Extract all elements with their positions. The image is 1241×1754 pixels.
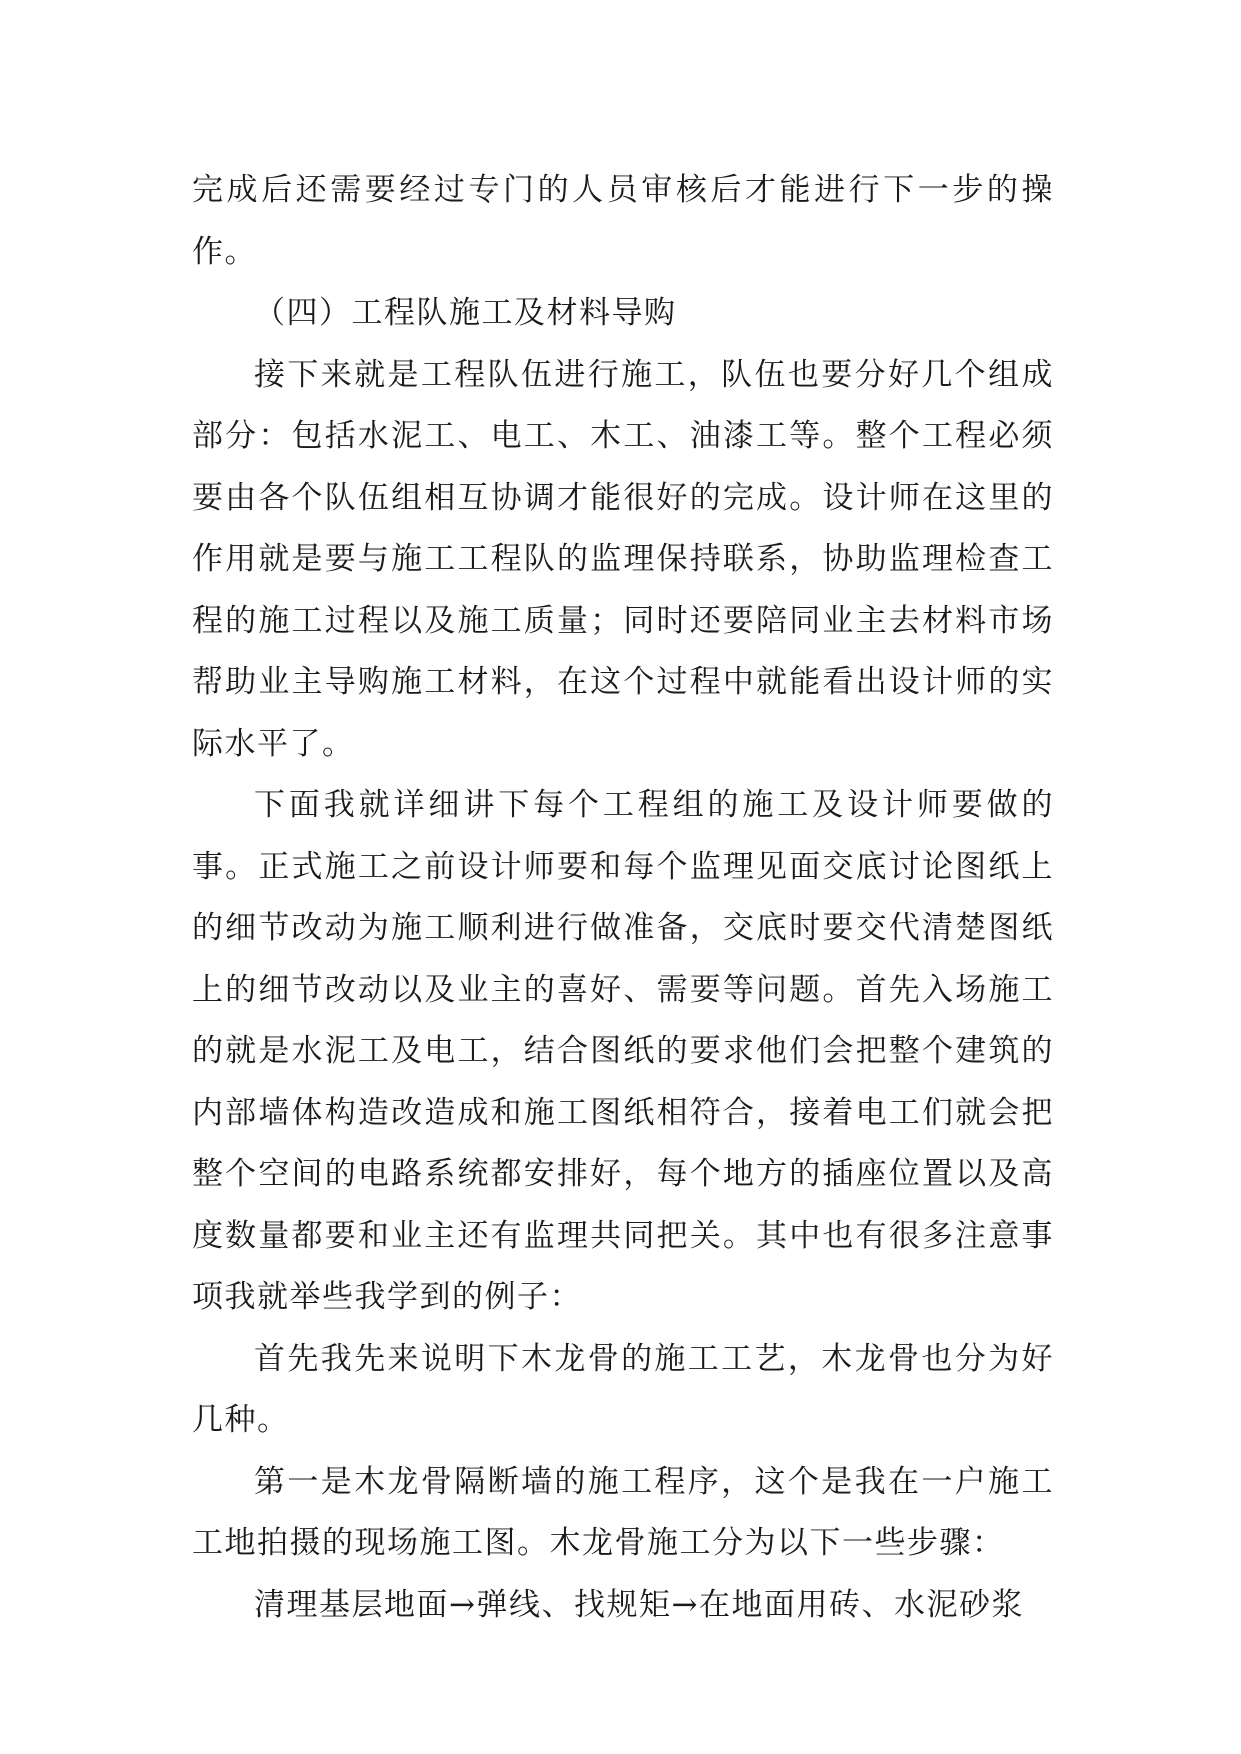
paragraph-continuation: 完成后还需要经过专门的人员审核后才能进行下一步的操作。 [192, 172, 1054, 270]
paragraph: 第一是木龙骨隔断墙的施工程序，这个是我在一户施工工地拍摄的现场施工图。木龙骨施工分为以下一些步骤： [192, 1463, 1054, 1561]
paragraph: 接下来就是工程队伍进行施工，队伍也要分好几个组成部分：包括水泥工、电工、木工、油漆工等。整个工程必须要由各个队伍组相互协调才能很好的完成。设计师在这里的作用就是要与施工工程队的监理保持联系，协助监理检查工程的施工过程以及施工质量；同时还要陪同业主去材料市场帮助业主导购施工材料，在这个过程中就能看出设计师的实际水平了。 [192, 356, 1054, 762]
paragraph: 清理基层地面→弹线、找规矩→在地面用砖、水泥砂浆 [254, 1586, 1024, 1623]
paragraph: 下面我就详细讲下每个工程组的施工及设计师要做的事。正式施工之前设计师要和每个监理见面交底讨论图纸上的细节改动为施工顺利进行做准备，交底时要交代清楚图纸上的细节改动以及业主的喜好、需要等问题。首先入场施工的就是水泥工及电工，结合图纸的要求他们会把整个建筑的内部墙体构造改造成和施工图纸相符合，接着电工们就会把整个空间的电路系统都安排好，每个地方的插座位置以及高度数量都要和业主还有监理共同把关。其中也有很多注意事项我就举些我学到的例子： [192, 787, 1054, 1315]
paragraph: 首先我先来说明下木龙骨的施工工艺，木龙骨也分为好几种。 [192, 1340, 1054, 1438]
body-text [192, 160, 1054, 1636]
section-heading: （四）工程队施工及材料导购 [254, 295, 677, 331]
